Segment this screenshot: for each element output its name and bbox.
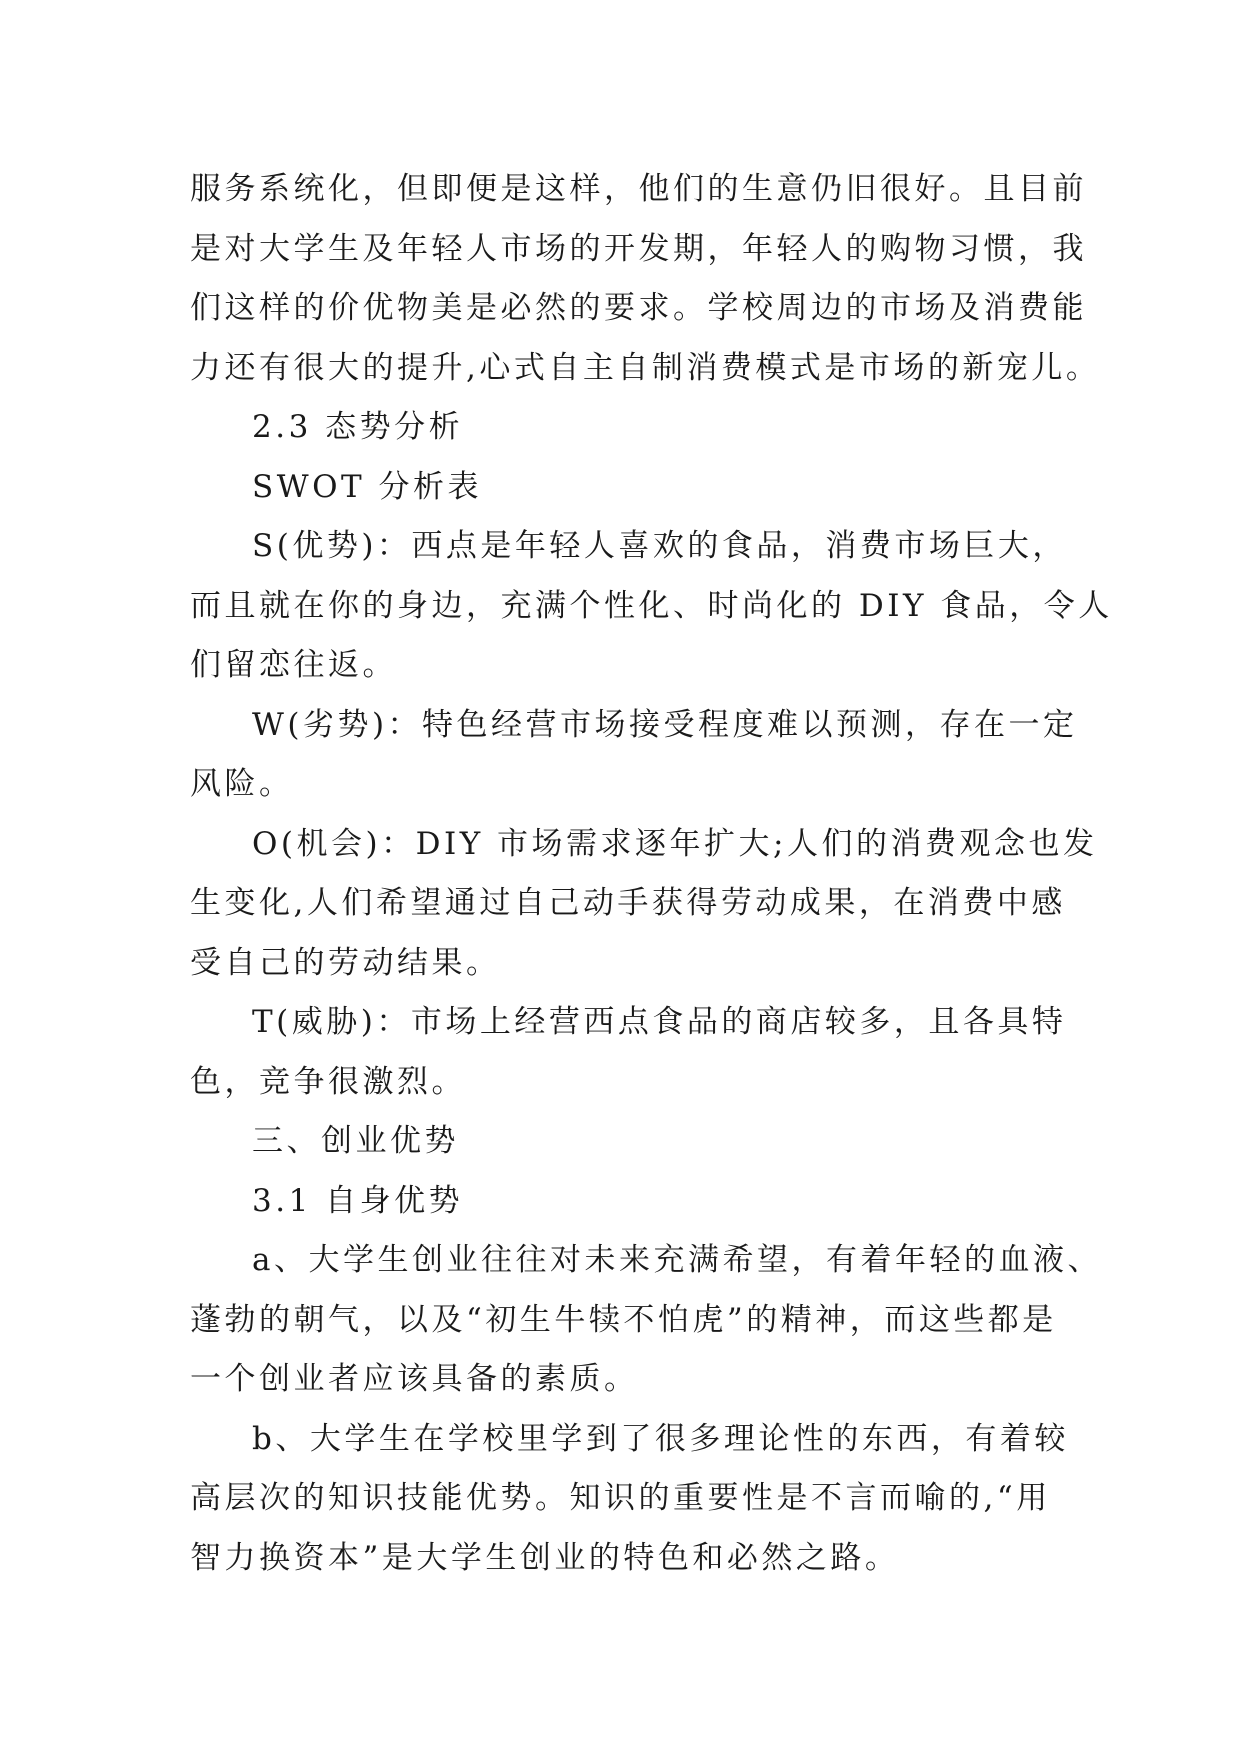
section-heading: 2.3 态势分析 [252, 409, 464, 445]
text-line: 蓬勃的朝气，以及“初生牛犊不怕虎”的精神，而这些都是 [190, 1301, 1057, 1338]
text-line: 一个创业者应该具备的素质。 [190, 1361, 639, 1397]
text-line: 是对大学生及年轻人市场的开发期，年轻人的购物习惯，我 [190, 230, 1087, 267]
text-line: O(机会)：DIY 市场需求逐年扩大;人们的消费观念也发 [252, 825, 1098, 862]
text-line: 服务系统化，但即便是这样，他们的生意仍旧很好。且目前 [190, 171, 1087, 207]
text-line: 色，竞争很激烈。 [190, 1063, 466, 1100]
text-line: 生变化,人们希望通过自己动手获得劳动成果，在消费中感 [190, 885, 1066, 921]
table-caption: SWOT 分析表 [252, 468, 483, 505]
text-line: 高层次的知识技能优势。知识的重要性是不言而喻的,“用 [190, 1480, 1051, 1516]
text-line: 们留恋往返。 [190, 647, 397, 683]
text-line: 受自己的劳动结果。 [190, 944, 501, 981]
text-line: 智力换资本”是大学生创业的特色和必然之路。 [190, 1539, 900, 1576]
text-line: 们这样的价优物美是必然的要求。学校周边的市场及消费能 [190, 290, 1087, 326]
text-line: S(优势)：西点是年轻人喜欢的食品，消费市场巨大， [252, 528, 1067, 564]
text-line: T(威胁)：市场上经营西点食品的商店较多，且各具特 [252, 1004, 1067, 1040]
section-heading: 3.1 自身优势 [252, 1182, 464, 1219]
document-body [190, 160, 1113, 1588]
text-line: b、大学生在学校里学到了很多理论性的东西，有着较 [252, 1420, 1069, 1457]
text-line: a、大学生创业往往对未来充满希望，有着年轻的血液、 [252, 1242, 1102, 1278]
text-line: 风险。 [190, 766, 294, 802]
section-heading: 三、创业优势 [252, 1123, 459, 1159]
text-line: 力还有很大的提升,心式自主自制消费模式是市场的新宠儿。 [190, 349, 1101, 386]
text-line: W(劣势)：特色经营市场接受程度难以预测，存在一定 [252, 706, 1078, 743]
text-line: 而且就在你的身边，充满个性化、时尚化的 DIY 食品，令人 [190, 587, 1113, 624]
